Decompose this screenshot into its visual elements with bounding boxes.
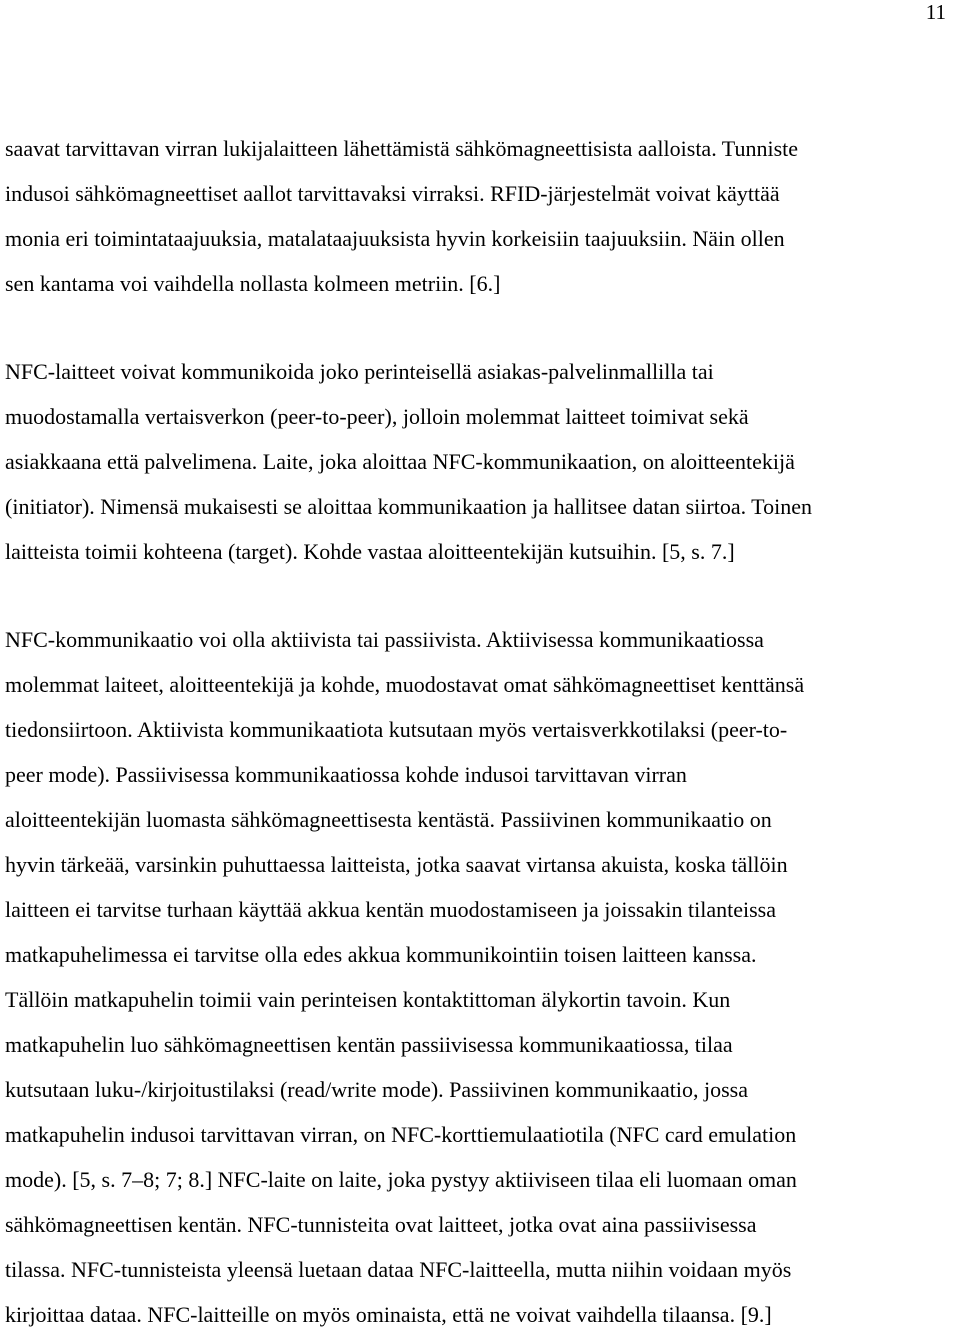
text-line: sähkömagneettisen kentän. NFC-tunnisteita ovat laitteet, jotka ovat aina passiivisessa — [5, 1212, 757, 1237]
text-line: matkapuhelin luo sähkömagneettisen kentän passiivisessa kommunikaatiossa, tilaa — [5, 1032, 733, 1057]
text-line: monia eri toimintataajuuksia, matalataajuuksista hyvin korkeisiin taajuuksiin. Näin ollen — [5, 226, 785, 251]
text-line: mode). [5, s. 7–8; 7; 8.] NFC-laite on laite, joka pystyy aktiiviseen tilaa eli luomaan oman — [5, 1167, 797, 1192]
text-line: saavat tarvittavan virran lukijalaitteen lähettämistä sähkömagneettisista aalloista. Tunniste — [5, 136, 799, 161]
page-number: 11 — [925, 0, 946, 24]
paragraph-spacer — [5, 574, 956, 617]
text-line: muodostamalla vertaisverkon (peer-to-peer), jolloin molemmat laitteet toimivat sekä — [5, 404, 749, 429]
text-line: indusoi sähkömagneettiset aallot tarvittavaksi virraksi. RFID-järjestelmät voivat käyttää — [5, 181, 780, 206]
text-line: kutsutaan luku-/kirjoitustilaksi (read/write mode). Passiivinen kommunikaatio, jossa — [5, 1077, 748, 1102]
text-line: peer mode). Passiivisessa kommunikaatiossa kohde indusoi tarvittavan virran — [5, 762, 687, 787]
text-line: hyvin tärkeää, varsinkin puhuttaessa laitteista, jotka saavat virtansa akuista, koska tällöin — [5, 852, 788, 877]
text-line: tilassa. NFC-tunnisteista yleensä luetaan dataa NFC-laitteella, mutta niihin voidaan myös — [5, 1257, 792, 1282]
paragraph-rfid-range — [5, 126, 956, 306]
text-line: (initiator). Nimensä mukaisesti se aloittaa kommunikaation ja hallitsee datan siirtoa. Toinen — [5, 494, 812, 519]
text-line: Tällöin matkapuhelin toimii vain perinteisen kontaktittoman älykortin tavoin. Kun — [5, 987, 731, 1012]
paragraph-nfc-modes — [5, 349, 956, 574]
document-body — [5, 126, 956, 1337]
text-line: NFC-laitteet voivat kommunikoida joko perinteisellä asiakas-palvelinmallilla tai — [5, 359, 714, 384]
paragraph-spacer — [5, 306, 956, 349]
text-line: NFC-kommunikaatio voi olla aktiivista tai passiivista. Aktiivisessa kommunikaatiossa — [5, 627, 764, 652]
text-line: tiedonsiirtoon. Aktiivista kommunikaatiota kutsutaan myös vertaisverkkotilaksi (peer-to- — [5, 717, 788, 742]
text-line: laitteen ei tarvitse turhaan käyttää akkua kentän muodostamiseen ja joissakin tilanteissa — [5, 897, 776, 922]
text-line: sen kantama voi vaihdella nollasta kolmeen metriin. [6.] — [5, 271, 501, 296]
text-line: laitteista toimii kohteena (target). Kohde vastaa aloitteentekijän kutsuihin. [5, s. 7.] — [5, 539, 735, 564]
text-line: asiakkaana että palvelimena. Laite, joka aloittaa NFC-kommunikaation, on aloitteentekijä — [5, 449, 795, 474]
text-line: kirjoittaa dataa. NFC-laitteille on myös ominaista, että ne voivat vaihdella tilaansa. [9.] — [5, 1302, 772, 1327]
paragraph-active-passive — [5, 617, 956, 1337]
text-line: aloitteentekijän luomasta sähkömagneettisesta kentästä. Passiivinen kommunikaatio on — [5, 807, 772, 832]
text-line: matkapuhelin indusoi tarvittavan virran, on NFC-korttiemulaatiotila (NFC card emulation — [5, 1122, 797, 1147]
text-line: molemmat laiteet, aloitteentekijä ja kohde, muodostavat omat sähkömagneettiset kenttänsä — [5, 672, 805, 697]
text-line: matkapuhelimessa ei tarvitse olla edes akkua kommunikointiin toisen laitteen kanssa. — [5, 942, 757, 967]
